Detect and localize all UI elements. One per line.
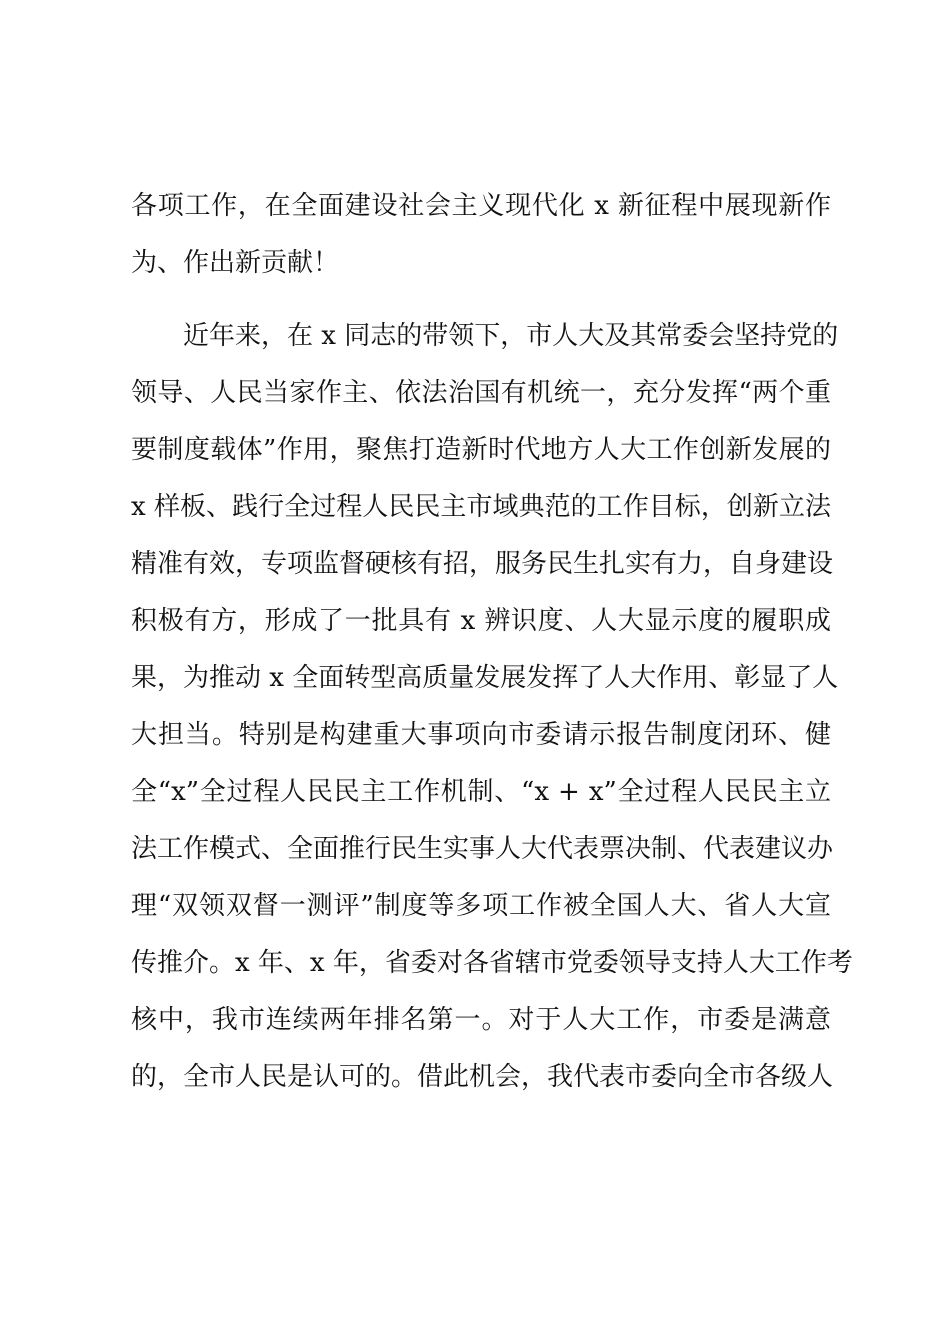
- text-line: 积极有方，形成了一批具有 x 辨识度、人大显示度的履职成: [131, 606, 831, 636]
- text-line: 传推介。x 年、x 年，省委对各省辖市党委领导支持人大工作考: [131, 948, 853, 978]
- text-line: 精准有效，专项监督硬核有招，服务民生扎实有力，自身建设: [131, 549, 834, 579]
- text-line: 为、作出新贡献！: [131, 248, 340, 278]
- text-line: x 样板、践行全过程人民民主市域典范的工作目标，创新立法: [131, 492, 831, 522]
- text-line: 核中，我市连续两年排名第一。对于人大工作，市委是满意: [131, 1005, 831, 1035]
- text-line: 全“x”全过程人民民主工作机制、“x + x”全过程人民民主立: [131, 777, 831, 807]
- text-line: 大担当。特别是构建重大事项向市委请示报告制度闭环、健: [131, 720, 831, 750]
- text-line: 法工作模式、全面推行民生实事人大代表票决制、代表建议办: [131, 834, 834, 864]
- text-line: 近年来，在 x 同志的带领下，市人大及其常委会坚持党的: [131, 321, 839, 351]
- text-line: 各项工作，在全面建设社会主义现代化 x 新征程中展现新作: [131, 191, 831, 221]
- text-line: 理“双领双督一测评”制度等多项工作被全国人大、省人大宣: [131, 891, 831, 921]
- text-line: 领导、人民当家作主、依法治国有机统一，充分发挥“两个重: [131, 378, 831, 408]
- text-line: 果，为推动 x 全面转型高质量发展发挥了人大作用、彰显了人: [131, 663, 839, 693]
- text-line: 要制度载体”作用，聚焦打造新时代地方人大工作创新发展的: [131, 435, 831, 465]
- text-line: 的，全市人民是认可的。借此机会，我代表市委向全市各级人: [131, 1062, 834, 1092]
